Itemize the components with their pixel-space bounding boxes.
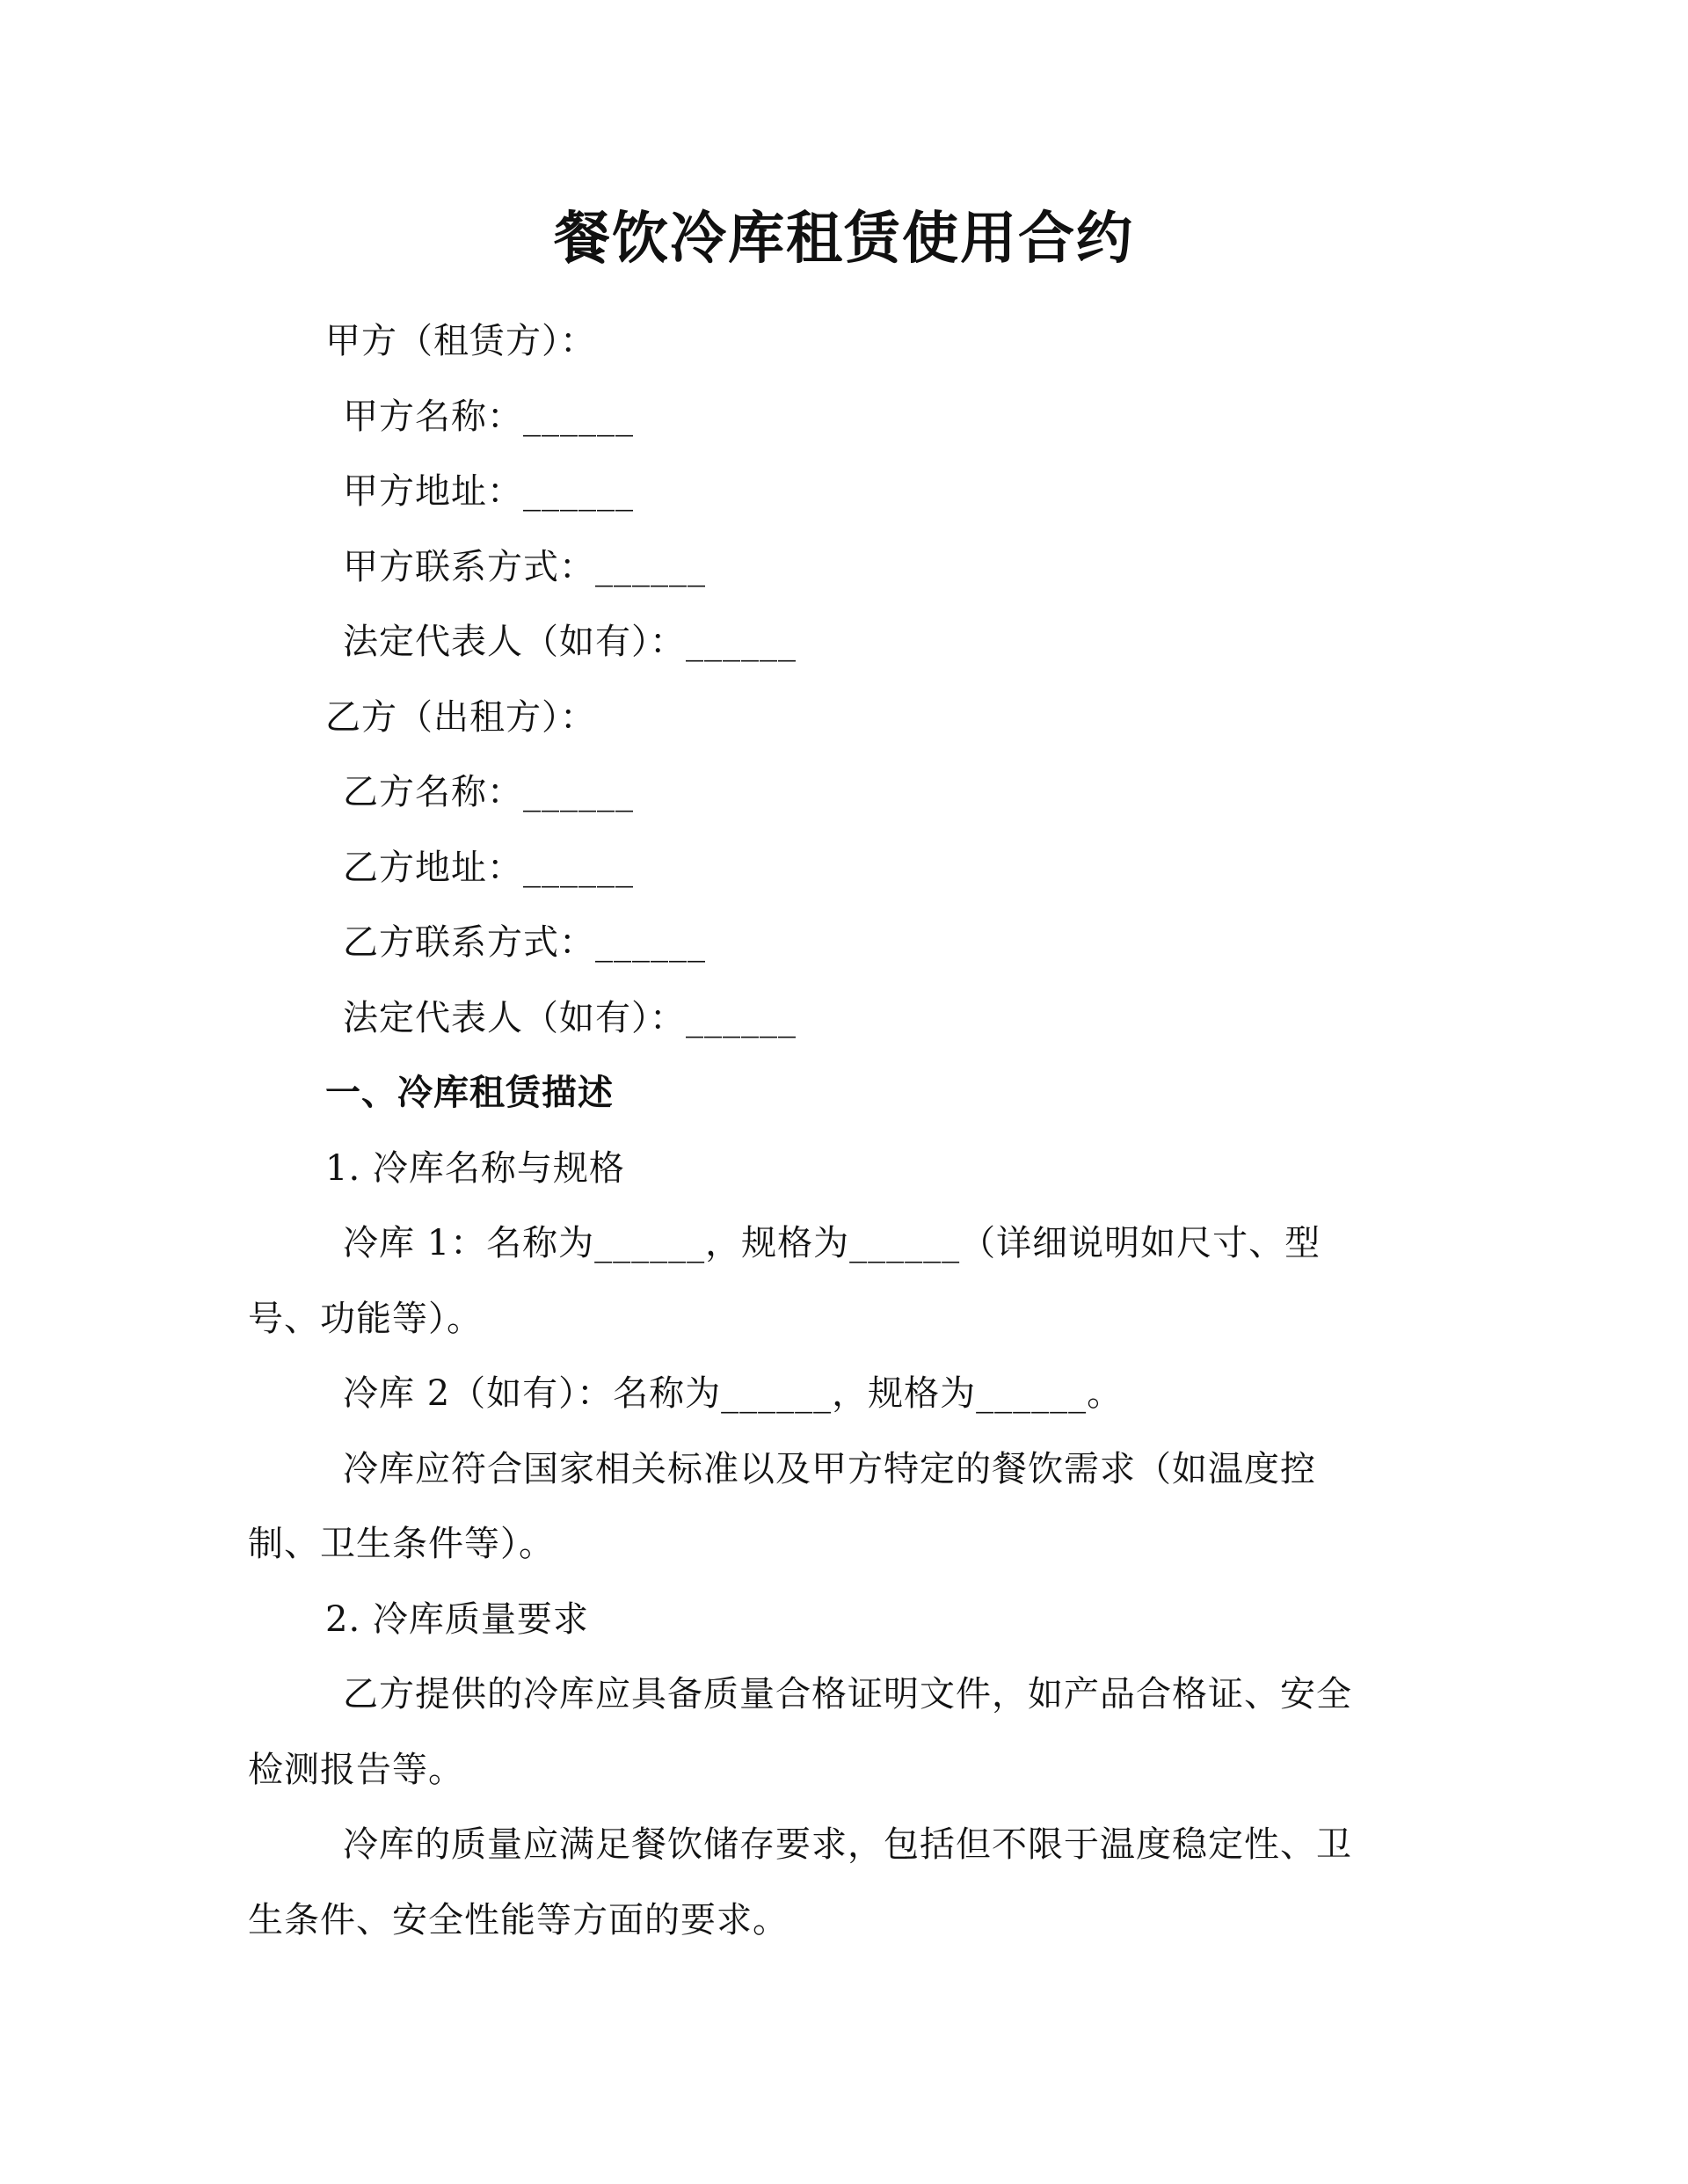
item1-paragraph1-line1: 冷库 1：名称为______，规格为______（详细说明如尺寸、型 xyxy=(343,1223,1321,1263)
item2-paragraph2-line2: 生条件、安全性能等方面的要求。 xyxy=(248,1900,789,1940)
item2-paragraph1-line1: 乙方提供的冷库应具备质量合格证明文件，如产品合格证、安全 xyxy=(343,1674,1352,1714)
item1-paragraph1-line2: 号、功能等）。 xyxy=(248,1299,483,1339)
party-b-contact: 乙方联系方式：______ xyxy=(343,922,706,963)
item1-title: 1. 冷库名称与规格 xyxy=(325,1148,625,1189)
party-a-legal-rep: 法定代表人（如有）：______ xyxy=(343,622,797,662)
party-a-name: 甲方名称：______ xyxy=(343,397,634,437)
party-b-address: 乙方地址：______ xyxy=(343,848,634,888)
party-b-heading: 乙方（出租方）： xyxy=(325,697,596,738)
item2-paragraph2-line1: 冷库的质量应满足餐饮储存要求，包括但不限于温度稳定性、卫 xyxy=(343,1824,1352,1865)
item2-title: 2. 冷库质量要求 xyxy=(325,1599,589,1640)
party-a-contact: 甲方联系方式：______ xyxy=(343,547,706,587)
document-title: 餐饮冷库租赁使用合约 xyxy=(554,207,1134,272)
item1-paragraph2: 冷库 2（如有）：名称为______，规格为______。 xyxy=(343,1373,1124,1414)
item1-paragraph3-line2: 制、卫生条件等）。 xyxy=(248,1524,555,1564)
item2-paragraph1-line2: 检测报告等。 xyxy=(248,1750,464,1790)
party-a-address: 甲方地址：______ xyxy=(343,471,634,512)
section-heading: 一、冷库租赁描述 xyxy=(325,1073,614,1113)
item1-paragraph3-line1: 冷库应符合国家相关标准以及甲方特定的餐饮需求（如温度控 xyxy=(343,1449,1316,1489)
party-b-name: 乙方名称：______ xyxy=(343,772,634,812)
party-b-legal-rep: 法定代表人（如有）：______ xyxy=(343,998,797,1038)
party-a-heading: 甲方（租赁方）： xyxy=(325,321,596,361)
